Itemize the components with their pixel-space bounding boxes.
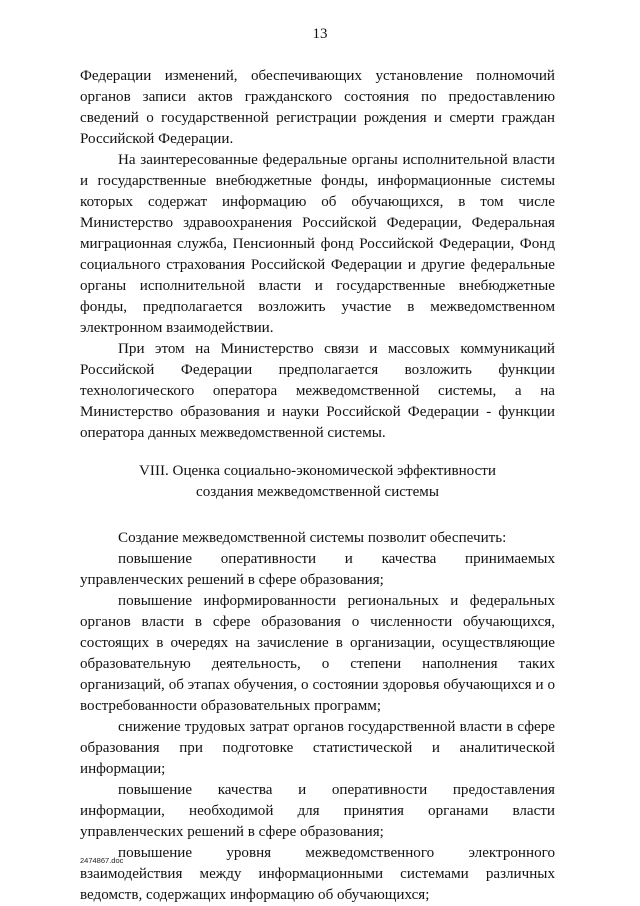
page-number: 13 [312,26,328,42]
list-item: повышение качества и оперативности предоставления информации, необходимой для принятия органами власти управленческих решений в сфере образования; [80,782,555,840]
footer-file-code: 2474867.doc [80,856,124,865]
paragraph: При этом на Министерство связи и массовых коммуникаций Российской Федерации предполагается возложить функции технологического оператора межведомственной системы, а на Министерство образования и науки Российской Федерации - функции оператора данных межведомственной системы. [80,341,555,441]
list-item: повышение уровня межведомственного электронного взаимодействия между информационными системами различных ведомств, содержащих информацию об обучающихся; [80,845,555,903]
section-heading-line: VIII. Оценка социально-экономической эффективности [139,463,496,479]
paragraph: Создание межведомственной системы позволит обеспечить: [118,530,507,546]
list-item: повышение оперативности и качества принимаемых управленческих решений в сфере образования; [80,551,555,588]
list-item: снижение трудовых затрат органов государственной власти в сфере образования при подготовке статистической и аналитической информации; [80,719,555,777]
document-body [80,66,555,906]
paragraph: Федерации изменений, обеспечивающих установление полномочий органов записи актов гражданского состояния по предоставлению сведений о государственной регистрации рождения и смерти граждан Российской Федерации. [80,68,555,147]
list-item: повышение информированности региональных и федеральных органов власти в сфере образования о численности обучающихся, состоящих в очередях на зачисление в организации, осуществляющие образовательную деятельность, о степени наполнения таких организаций, об этапах обучения, о состоянии здоровья обучающихся и о востребованности образовательных программ; [80,593,555,714]
section-heading-line: создания межведомственной системы [196,484,439,500]
paragraph: На заинтересованные федеральные органы исполнительной власти и государственные внебюджетные фонды, информационные системы которых содержат информацию об обучающихся, в том числе Министерство здравоохранения Российской Федерации, Федеральная миграционная служба, Пенсионный фонд Российской Федерации, Фонд социального страхования Российской Федерации и другие федеральные органы исполнительной власти и государственные внебюджетные фонды, предполагается возложить участие в межведомственном электронном взаимодействии. [80,152,555,336]
section-heading [80,461,555,503]
